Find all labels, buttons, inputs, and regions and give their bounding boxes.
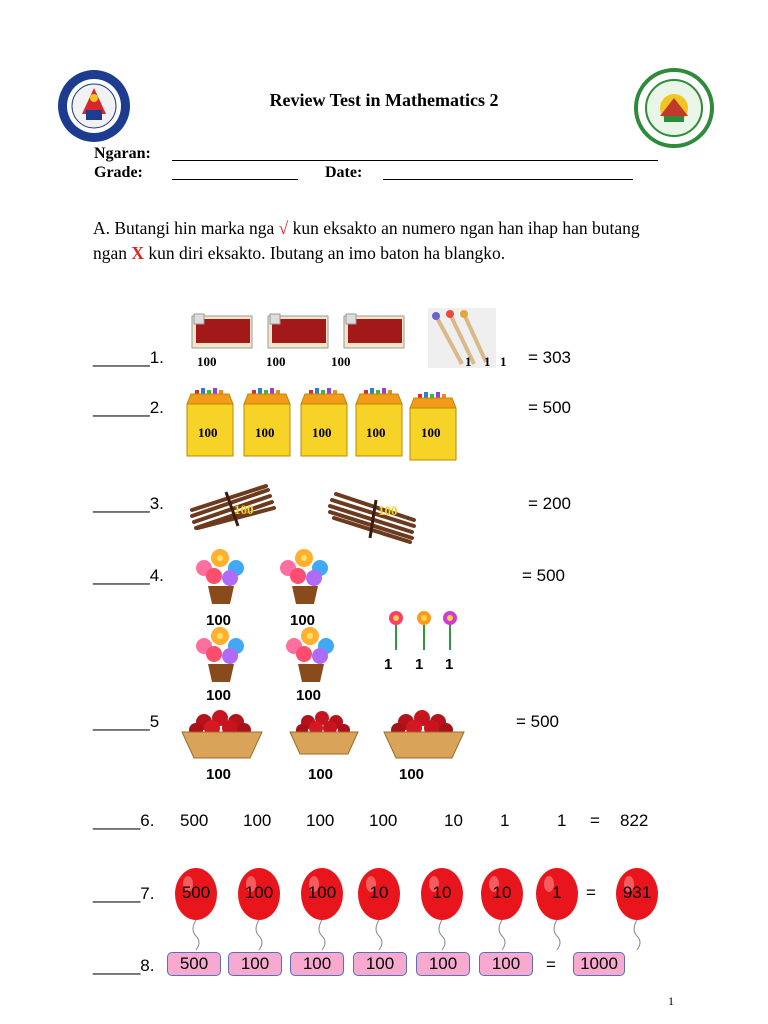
name-label: Ngaran: [94, 145, 151, 162]
item-1-label: 100 [266, 354, 286, 369]
item-1-label: 1 [465, 354, 472, 369]
item-8-value: 100 [228, 952, 282, 976]
balloon-icon [419, 866, 465, 952]
item-6-value: 100 [306, 811, 335, 830]
matchbox-icon [264, 310, 332, 354]
item-2-label: 100 [198, 425, 218, 440]
item-8-value: 100 [479, 952, 533, 976]
item-5-answer: = 500 [516, 712, 560, 731]
item-2-label: 100 [366, 425, 386, 440]
item-1-number: ______1. [93, 348, 164, 367]
crayon-box-icon [352, 386, 406, 460]
balloon-icon [299, 866, 345, 952]
name-line[interactable] [172, 160, 658, 161]
apple-basket-icon [284, 708, 364, 758]
grade-label: Grade: [94, 164, 143, 181]
item-6-answer: 822 [620, 811, 649, 830]
page-number: 1 [668, 994, 674, 1008]
crayon-box-icon [183, 386, 237, 460]
item-2-number: ______2. [93, 398, 164, 417]
item-1-label: 100 [331, 354, 351, 369]
item-7-value: 10 [492, 883, 512, 902]
item-2-label: 100 [312, 425, 332, 440]
item-8-equals: = [546, 955, 556, 974]
stick-bundle-icon [326, 486, 418, 544]
item-1-answer: = 303 [528, 348, 572, 367]
item-3-label: 100 [378, 503, 398, 518]
item-7-value: 100 [307, 883, 337, 902]
item-7-value: 500 [181, 883, 211, 902]
item-6-value: 500 [180, 811, 209, 830]
matchbox-icon [340, 310, 408, 354]
item-8-value: 100 [290, 952, 344, 976]
item-3-number: ______3. [93, 494, 164, 513]
item-6-value: 1 [557, 811, 567, 830]
item-5-number: ______5 [93, 712, 160, 731]
balloon-icon [173, 866, 219, 952]
crayon-box-icon [297, 386, 351, 460]
flower-pot-icon [190, 622, 252, 684]
balloon-icon [479, 866, 525, 952]
item-4-label: 1 [384, 656, 393, 673]
balloon-icon [614, 866, 660, 952]
item-8-answer: 1000 [573, 952, 625, 976]
apple-basket-icon [378, 708, 470, 762]
item-2-label: 100 [421, 425, 441, 440]
x-mark-icon: X [131, 243, 145, 263]
item-7-value: 10 [369, 883, 389, 902]
item-3-answer: = 200 [528, 494, 572, 513]
date-line[interactable] [383, 179, 633, 180]
apple-basket-icon [174, 706, 270, 762]
flower-pot-icon [280, 622, 342, 684]
item-8-value: 500 [167, 952, 221, 976]
item-8-value: 100 [416, 952, 470, 976]
item-4-label: 100 [206, 687, 232, 704]
item-1-label: 1 [484, 354, 491, 369]
item-7-equals: = [586, 883, 596, 902]
flower-pot-icon [190, 544, 252, 606]
item-1-label: 1 [500, 354, 507, 369]
item-5-label: 100 [206, 766, 232, 783]
page-title: Review Test in Mathematics 2 [269, 90, 499, 110]
item-6-equals: = [590, 811, 600, 830]
check-mark-icon: √ [278, 218, 289, 238]
balloon-icon [534, 866, 580, 952]
single-flowers-icon [384, 606, 464, 652]
item-7-value: 1 [552, 883, 562, 902]
matchbox-icon [188, 310, 256, 354]
item-4-label: 1 [445, 656, 454, 673]
grade-line[interactable] [172, 179, 298, 180]
item-5-label: 100 [399, 766, 425, 783]
item-7-number: _____7. [93, 884, 155, 903]
item-4-label: 100 [290, 612, 316, 629]
item-4-label: 100 [296, 687, 322, 704]
date-label: Date: [325, 164, 363, 181]
flower-pot-icon [274, 544, 336, 606]
item-1-label: 100 [197, 354, 217, 369]
instructions: A. Butangi hin marka nga √ kun eksakto an numero ngan han ihap han butang ngan X kun diri eksakto. Ibutang an imo baton ha blangko. [93, 218, 640, 263]
item-4-label: 100 [206, 612, 232, 629]
item-2-label: 100 [255, 425, 275, 440]
item-6-value: 100 [369, 811, 398, 830]
item-7-value: 10 [432, 883, 452, 902]
item-4-answer: = 500 [522, 566, 566, 585]
item-8-number: _____8. [93, 956, 155, 975]
item-4-label: 1 [415, 656, 424, 673]
item-6-value: 1 [500, 811, 510, 830]
balloon-icon [356, 866, 402, 952]
item-3-label: 100 [234, 502, 254, 517]
balloon-icon [236, 866, 282, 952]
item-6-value: 10 [444, 811, 463, 830]
item-6-number: _____6. [93, 811, 155, 830]
item-2-answer: = 500 [528, 398, 572, 417]
crayon-box-icon [240, 386, 294, 460]
item-7-answer: 931 [622, 883, 652, 902]
item-7-value: 100 [244, 883, 274, 902]
item-8-value: 100 [353, 952, 407, 976]
stick-bundle-icon [188, 482, 276, 532]
item-5-label: 100 [308, 766, 334, 783]
item-6-value: 100 [243, 811, 272, 830]
item-4-number: ______4. [93, 566, 164, 585]
